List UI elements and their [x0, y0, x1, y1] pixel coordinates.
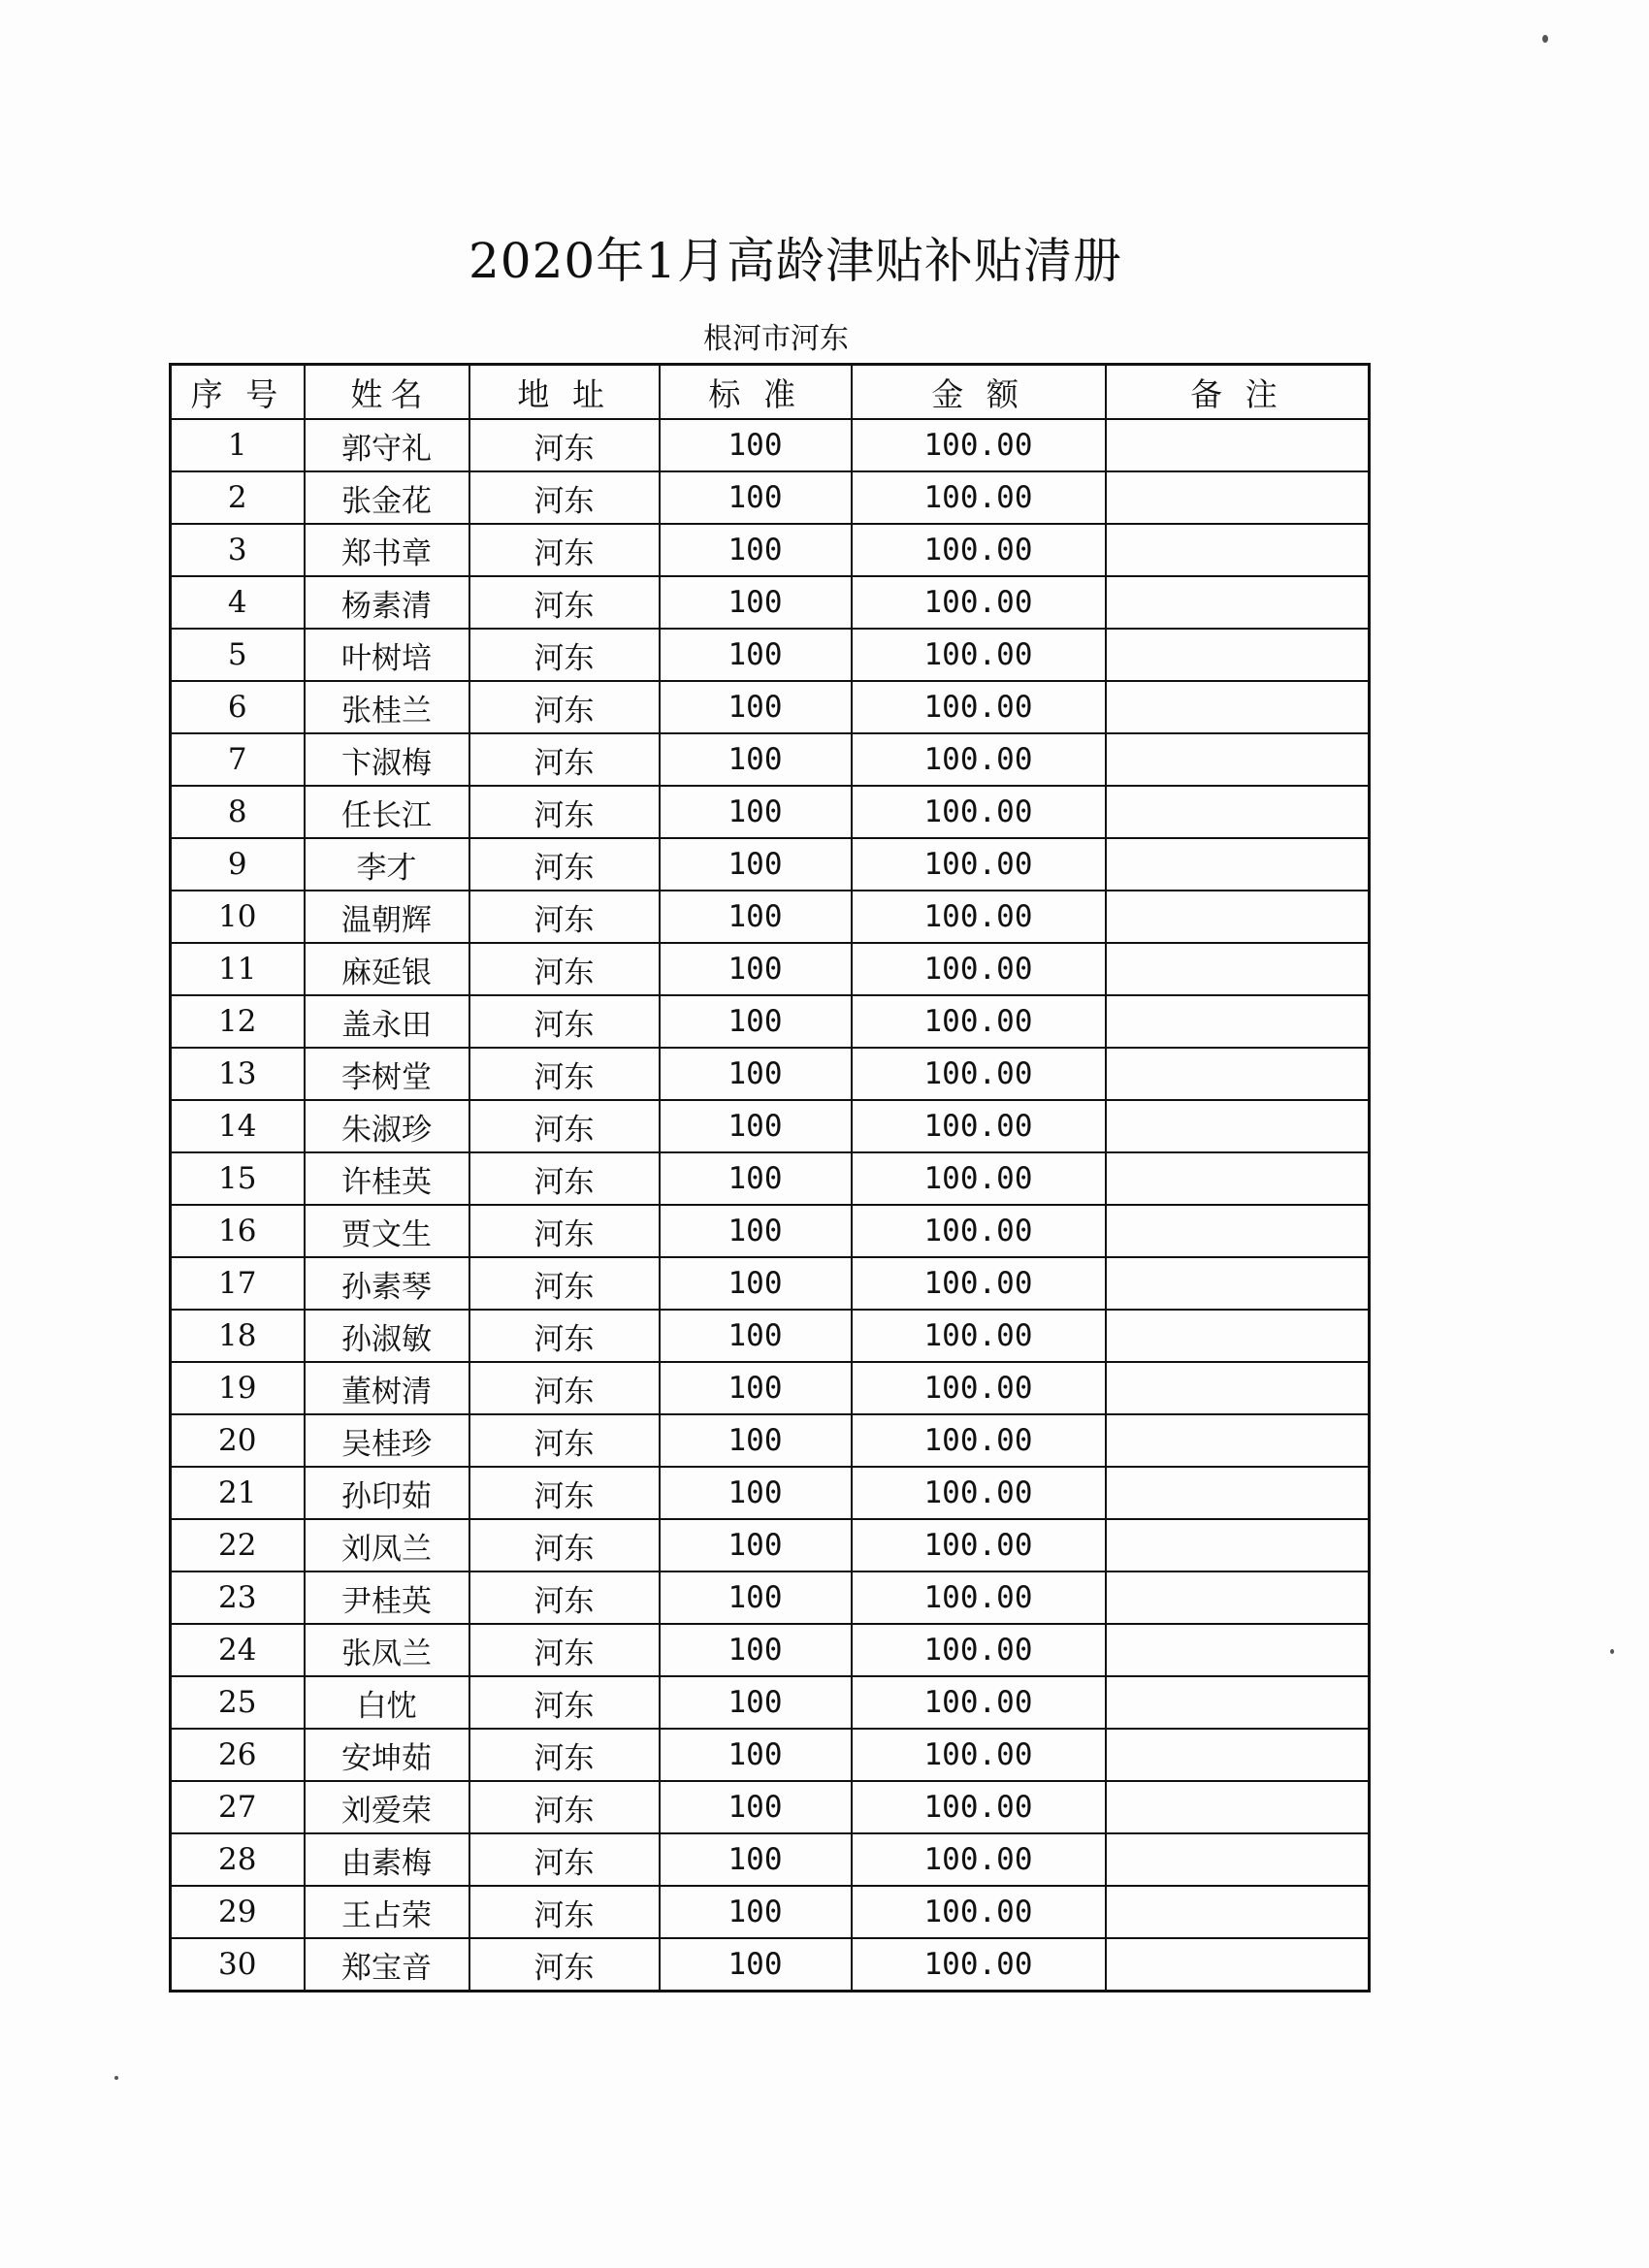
cell-name: 许桂英 [305, 1152, 469, 1205]
cell-standard: 100 [660, 471, 852, 524]
cell-name: 安坤茹 [305, 1729, 469, 1781]
cell-remark [1106, 1624, 1370, 1676]
cell-standard: 100 [660, 1729, 852, 1781]
cell-address: 河东 [469, 1152, 660, 1205]
cell-standard: 100 [660, 1938, 852, 1992]
cell-serial-number: 11 [171, 943, 305, 995]
cell-serial-number: 18 [171, 1310, 305, 1362]
cell-remark [1106, 1257, 1370, 1310]
cell-address: 河东 [469, 471, 660, 524]
cell-serial-number: 14 [171, 1100, 305, 1152]
cell-address: 河东 [469, 891, 660, 943]
cell-standard: 100 [660, 1781, 852, 1833]
cell-standard: 100 [660, 1362, 852, 1414]
cell-remark [1106, 1467, 1370, 1519]
table-row [171, 629, 1370, 681]
cell-serial-number: 27 [171, 1781, 305, 1833]
cell-standard: 100 [660, 1310, 852, 1362]
table-row [171, 1257, 1370, 1310]
table-row [171, 419, 1370, 471]
cell-address: 河东 [469, 1414, 660, 1467]
cell-serial-number: 28 [171, 1833, 305, 1886]
cell-standard: 100 [660, 1676, 852, 1729]
cell-name: 朱淑珍 [305, 1100, 469, 1152]
cell-address: 河东 [469, 576, 660, 629]
cell-name: 盖永田 [305, 995, 469, 1048]
cell-remark [1106, 629, 1370, 681]
cell-serial-number: 6 [171, 681, 305, 733]
cell-amount: 100.00 [852, 943, 1106, 995]
cell-name: 张金花 [305, 471, 469, 524]
cell-remark [1106, 1676, 1370, 1729]
table-row [171, 1781, 1370, 1833]
table-row [171, 1048, 1370, 1100]
cell-name: 叶树培 [305, 629, 469, 681]
cell-name: 温朝辉 [305, 891, 469, 943]
cell-amount: 100.00 [852, 629, 1106, 681]
cell-address: 河东 [469, 419, 660, 471]
cell-serial-number: 1 [171, 419, 305, 471]
cell-amount: 100.00 [852, 1519, 1106, 1571]
table-row [171, 1729, 1370, 1781]
cell-standard: 100 [660, 995, 852, 1048]
table-row [171, 1362, 1370, 1414]
document-subtitle: 根河市河东 [703, 322, 849, 356]
cell-remark [1106, 1152, 1370, 1205]
cell-address: 河东 [469, 1833, 660, 1886]
cell-amount: 100.00 [852, 1781, 1106, 1833]
scan-speck [1610, 1649, 1614, 1654]
cell-amount: 100.00 [852, 1310, 1106, 1362]
cell-serial-number: 10 [171, 891, 305, 943]
cell-amount: 100.00 [852, 838, 1106, 891]
table-row [171, 1152, 1370, 1205]
cell-standard: 100 [660, 1519, 852, 1571]
cell-address: 河东 [469, 1519, 660, 1571]
table-row [171, 1571, 1370, 1624]
cell-amount: 100.00 [852, 1938, 1106, 1992]
cell-name: 孙淑敏 [305, 1310, 469, 1362]
cell-remark [1106, 1048, 1370, 1100]
cell-remark [1106, 471, 1370, 524]
cell-address: 河东 [469, 943, 660, 995]
table-row [171, 995, 1370, 1048]
table-row [171, 1100, 1370, 1152]
cell-address: 河东 [469, 629, 660, 681]
cell-serial-number: 7 [171, 733, 305, 786]
table-body [171, 419, 1370, 1992]
cell-standard: 100 [660, 891, 852, 943]
cell-amount: 100.00 [852, 1414, 1106, 1467]
table-row [171, 838, 1370, 891]
cell-serial-number: 16 [171, 1205, 305, 1257]
cell-remark [1106, 419, 1370, 471]
cell-remark [1106, 1571, 1370, 1624]
table-row [171, 681, 1370, 733]
cell-name: 白忱 [305, 1676, 469, 1729]
cell-serial-number: 19 [171, 1362, 305, 1414]
cell-name: 尹桂英 [305, 1571, 469, 1624]
cell-standard: 100 [660, 1152, 852, 1205]
table-row [171, 943, 1370, 995]
cell-name: 郑书章 [305, 524, 469, 576]
cell-standard: 100 [660, 786, 852, 838]
cell-name: 郭守礼 [305, 419, 469, 471]
cell-amount: 100.00 [852, 1048, 1106, 1100]
cell-address: 河东 [469, 1048, 660, 1100]
cell-serial-number: 30 [171, 1938, 305, 1992]
cell-address: 河东 [469, 1362, 660, 1414]
cell-serial-number: 9 [171, 838, 305, 891]
cell-address: 河东 [469, 1571, 660, 1624]
header-standard: 标 准 [660, 365, 852, 420]
cell-address: 河东 [469, 1257, 660, 1310]
table-row [171, 891, 1370, 943]
cell-standard: 100 [660, 1048, 852, 1100]
cell-amount: 100.00 [852, 733, 1106, 786]
header-address: 地 址 [469, 365, 660, 420]
cell-standard: 100 [660, 1886, 852, 1938]
cell-name: 刘爱荣 [305, 1781, 469, 1833]
header-serial-number: 序 号 [171, 365, 305, 420]
cell-name: 任长江 [305, 786, 469, 838]
cell-serial-number: 24 [171, 1624, 305, 1676]
cell-name: 刘凤兰 [305, 1519, 469, 1571]
cell-address: 河东 [469, 1781, 660, 1833]
cell-remark [1106, 1729, 1370, 1781]
cell-address: 河东 [469, 1729, 660, 1781]
cell-serial-number: 12 [171, 995, 305, 1048]
cell-standard: 100 [660, 943, 852, 995]
table-row [171, 1414, 1370, 1467]
cell-remark [1106, 786, 1370, 838]
cell-serial-number: 3 [171, 524, 305, 576]
cell-remark [1106, 1833, 1370, 1886]
cell-serial-number: 21 [171, 1467, 305, 1519]
cell-address: 河东 [469, 1310, 660, 1362]
cell-remark [1106, 681, 1370, 733]
cell-name: 麻延银 [305, 943, 469, 995]
table-row [171, 471, 1370, 524]
cell-amount: 100.00 [852, 1833, 1106, 1886]
cell-name: 董树清 [305, 1362, 469, 1414]
header-amount: 金 额 [852, 365, 1106, 420]
cell-name: 李才 [305, 838, 469, 891]
cell-standard: 100 [660, 1414, 852, 1467]
cell-remark [1106, 1100, 1370, 1152]
cell-amount: 100.00 [852, 891, 1106, 943]
scan-speck [1542, 35, 1548, 43]
cell-amount: 100.00 [852, 419, 1106, 471]
cell-remark [1106, 1310, 1370, 1362]
cell-name: 吴桂珍 [305, 1414, 469, 1467]
cell-standard: 100 [660, 681, 852, 733]
cell-name: 郑宝音 [305, 1938, 469, 1992]
cell-serial-number: 5 [171, 629, 305, 681]
cell-amount: 100.00 [852, 1624, 1106, 1676]
cell-name: 张桂兰 [305, 681, 469, 733]
cell-amount: 100.00 [852, 786, 1106, 838]
cell-standard: 100 [660, 524, 852, 576]
table-row [171, 1833, 1370, 1886]
cell-name: 李树堂 [305, 1048, 469, 1100]
cell-amount: 100.00 [852, 1467, 1106, 1519]
cell-serial-number: 20 [171, 1414, 305, 1467]
table-row [171, 1624, 1370, 1676]
cell-standard: 100 [660, 1100, 852, 1152]
cell-amount: 100.00 [852, 681, 1106, 733]
cell-standard: 100 [660, 838, 852, 891]
cell-address: 河东 [469, 1205, 660, 1257]
cell-serial-number: 4 [171, 576, 305, 629]
cell-serial-number: 23 [171, 1571, 305, 1624]
cell-address: 河东 [469, 733, 660, 786]
cell-amount: 100.00 [852, 524, 1106, 576]
cell-address: 河东 [469, 1676, 660, 1729]
cell-standard: 100 [660, 1571, 852, 1624]
cell-standard: 100 [660, 1467, 852, 1519]
cell-name: 由素梅 [305, 1833, 469, 1886]
cell-address: 河东 [469, 524, 660, 576]
cell-standard: 100 [660, 1833, 852, 1886]
table-row [171, 1205, 1370, 1257]
cell-address: 河东 [469, 786, 660, 838]
cell-amount: 100.00 [852, 1571, 1106, 1624]
cell-remark [1106, 733, 1370, 786]
cell-remark [1106, 1414, 1370, 1467]
cell-serial-number: 15 [171, 1152, 305, 1205]
cell-amount: 100.00 [852, 1886, 1106, 1938]
cell-serial-number: 17 [171, 1257, 305, 1310]
cell-standard: 100 [660, 1624, 852, 1676]
cell-amount: 100.00 [852, 995, 1106, 1048]
cell-address: 河东 [469, 1624, 660, 1676]
cell-serial-number: 26 [171, 1729, 305, 1781]
cell-amount: 100.00 [852, 1676, 1106, 1729]
cell-serial-number: 8 [171, 786, 305, 838]
cell-amount: 100.00 [852, 1100, 1106, 1152]
cell-remark [1106, 576, 1370, 629]
header-name: 姓名 [305, 365, 469, 420]
cell-name: 杨素清 [305, 576, 469, 629]
cell-name: 卞淑梅 [305, 733, 469, 786]
subsidy-register-table [169, 363, 1371, 1993]
cell-remark [1106, 1781, 1370, 1833]
scan-speck [114, 2076, 118, 2080]
cell-serial-number: 22 [171, 1519, 305, 1571]
cell-name: 孙素琴 [305, 1257, 469, 1310]
table-row [171, 1310, 1370, 1362]
cell-amount: 100.00 [852, 1729, 1106, 1781]
cell-remark [1106, 1362, 1370, 1414]
cell-remark [1106, 1519, 1370, 1571]
cell-amount: 100.00 [852, 576, 1106, 629]
table-header-row [171, 365, 1370, 420]
table-row [171, 524, 1370, 576]
cell-amount: 100.00 [852, 1152, 1106, 1205]
table-row [171, 576, 1370, 629]
table-row [171, 786, 1370, 838]
cell-address: 河东 [469, 995, 660, 1048]
cell-amount: 100.00 [852, 1205, 1106, 1257]
cell-standard: 100 [660, 629, 852, 681]
cell-standard: 100 [660, 733, 852, 786]
document-title: 2020年1月高龄津贴补贴清册 [468, 233, 1123, 289]
cell-standard: 100 [660, 1257, 852, 1310]
cell-remark [1106, 1205, 1370, 1257]
cell-remark [1106, 838, 1370, 891]
cell-serial-number: 29 [171, 1886, 305, 1938]
cell-standard: 100 [660, 1205, 852, 1257]
cell-remark [1106, 1886, 1370, 1938]
cell-name: 王占荣 [305, 1886, 469, 1938]
cell-name: 贾文生 [305, 1205, 469, 1257]
cell-remark [1106, 995, 1370, 1048]
header-remark: 备 注 [1106, 365, 1370, 420]
cell-amount: 100.00 [852, 471, 1106, 524]
cell-standard: 100 [660, 419, 852, 471]
cell-address: 河东 [469, 681, 660, 733]
cell-serial-number: 25 [171, 1676, 305, 1729]
cell-remark [1106, 943, 1370, 995]
cell-serial-number: 2 [171, 471, 305, 524]
cell-remark [1106, 524, 1370, 576]
table-row [171, 1467, 1370, 1519]
cell-remark [1106, 891, 1370, 943]
cell-address: 河东 [469, 1938, 660, 1992]
table-row [171, 1676, 1370, 1729]
cell-serial-number: 13 [171, 1048, 305, 1100]
table-row [171, 1519, 1370, 1571]
cell-address: 河东 [469, 1100, 660, 1152]
cell-amount: 100.00 [852, 1362, 1106, 1414]
table-row [171, 1938, 1370, 1992]
cell-address: 河东 [469, 838, 660, 891]
table-row [171, 1886, 1370, 1938]
cell-standard: 100 [660, 576, 852, 629]
cell-remark [1106, 1938, 1370, 1992]
cell-name: 张凤兰 [305, 1624, 469, 1676]
cell-amount: 100.00 [852, 1257, 1106, 1310]
cell-address: 河东 [469, 1467, 660, 1519]
table-row [171, 733, 1370, 786]
cell-name: 孙印茹 [305, 1467, 469, 1519]
cell-address: 河东 [469, 1886, 660, 1938]
